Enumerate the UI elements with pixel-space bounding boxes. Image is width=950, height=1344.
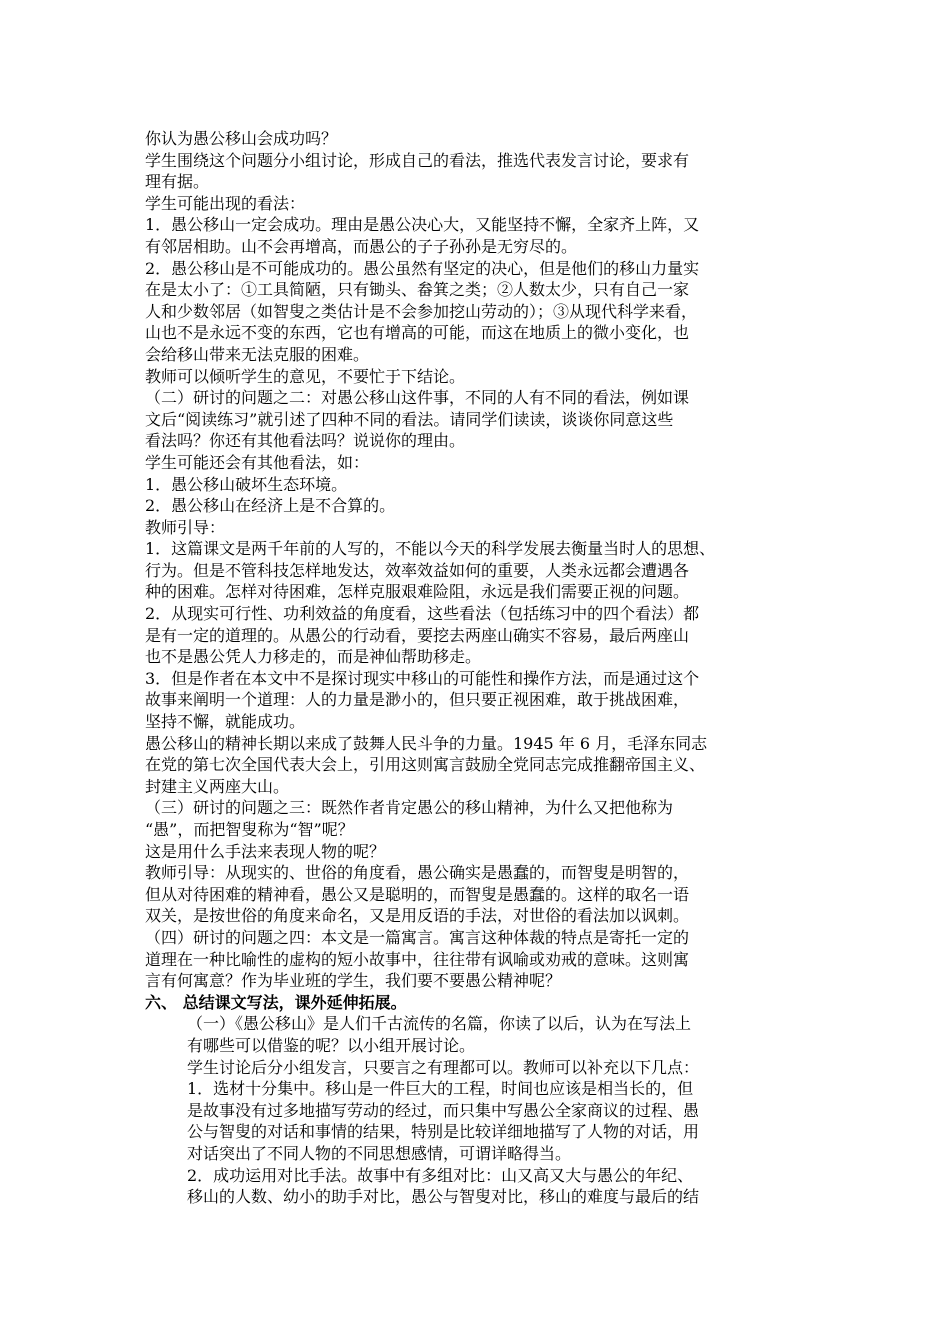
text-line: 在党的第七次全国代表大会上，引用这则寓言鼓励全党同志完成推翻帝国主义、: [145, 755, 706, 775]
text-line: 故事来阐明一个道理：人的力量是渺小的，但只要正视困难，敢于挑战困难，: [145, 690, 690, 710]
text-line: 愚公移山的精神长期以来成了鼓舞人民斗争的力量。1945 年 6 月，毛泽东同志: [145, 733, 708, 753]
text-line: 移山的人数、幼小的助手对比，愚公与智叟对比，移山的难度与最后的结: [187, 1187, 700, 1207]
text-line: 言有何寓意？作为毕业班的学生，我们要不要愚公精神呢？: [145, 971, 562, 991]
text-line: 坚持不懈，就能成功。: [145, 712, 306, 732]
text-line: 1．愚公移山一定会成功。理由是愚公决心大，又能坚持不懈，全家齐上阵，又: [145, 215, 700, 235]
text-line: 是故事没有过多地描写劳动的经过，而只集中写愚公全家商议的过程、愚: [187, 1100, 700, 1120]
text-line: 1．这篇课文是两千年前的人写的，不能以今天的科学发展去衡量当时人的思想、: [145, 539, 716, 559]
text-line: 2．愚公移山是不可能成功的。愚公虽然有坚定的决心，但是他们的移山力量实: [145, 258, 700, 278]
text-line: 是有一定的道理的。从愚公的行动看，要挖去两座山确实不容易，最后两座山: [145, 625, 690, 645]
text-line: 对话突出了不同人物的不同思想感情，可谓详略得当。: [187, 1143, 572, 1163]
text-line: 3．但是作者在本文中不是探讨现实中移山的可能性和操作方法，而是通过这个: [145, 668, 700, 688]
text-line: （二）研讨的问题之二：对愚公移山这件事，不同的人有不同的看法，例如课: [145, 388, 690, 408]
text-line: 有哪些可以借鉴的呢？以小组开展讨论。: [187, 1035, 476, 1055]
text-line: 2．愚公移山在经济上是不合算的。: [145, 496, 396, 516]
section-heading: 六、 总结课文写法，课外延伸拓展。: [145, 992, 407, 1012]
text-line: （三）研讨的问题之三：既然作者肯定愚公的移山精神，为什么又把他称为: [145, 798, 674, 818]
text-line: 行为。但是不管科技怎样地发达，效率效益如何的重要，人类永远都会遭遇各: [145, 560, 690, 580]
text-line: 道理在一种比喻性的虚构的短小故事中，往往带有讽喻或劝戒的意味。这则寓: [145, 949, 690, 969]
text-line: “愚”，而把智叟称为“智”呢？: [145, 820, 354, 839]
text-line: 会给移山带来无法克服的困难。: [145, 344, 370, 364]
text-line: 看法吗？你还有其他看法吗？说说你的理由。: [145, 431, 466, 451]
text-line: （四）研讨的问题之四：本文是一篇寓言。寓言这种体裁的特点是寄托一定的: [145, 927, 690, 947]
text-line: 但从对待困难的精神看，愚公又是聪明的，而智叟是愚蠢的。这样的取名一语: [145, 884, 690, 904]
text-line: 学生讨论后分小组发言，只要言之有理都可以。教师可以补充以下几点：: [187, 1057, 700, 1077]
text-line: 在是太小了：①工具简陋，只有锄头、畚箕之类；②人数太少，只有自己一家: [145, 280, 690, 300]
text-line: （一）《愚公移山》是人们千古流传的名篇，你读了以后，认为在写法上: [187, 1014, 692, 1034]
text-line: 教师引导：: [145, 517, 226, 537]
text-line: 理有据。: [145, 172, 210, 192]
text-line: 学生可能还会有其他看法，如：: [145, 452, 370, 472]
text-line: 这是用什么手法来表现人物的呢？: [145, 841, 386, 861]
text-line: 山也不是永远不变的东西，它也有增高的可能，而这在地质上的微小变化，也: [145, 323, 690, 343]
text-line: 封建主义两座大山。: [145, 776, 290, 796]
text-line: 人和少数邻居（如智叟之类估计是不会参加挖山劳动的）；③从现代科学来看，: [145, 301, 698, 321]
text-line: 教师可以倾听学生的意见，不要忙于下结论。: [145, 366, 466, 386]
text-line: 文后“阅读练习”就引述了四种不同的看法。请同学们读读，谈谈你同意这些: [145, 409, 674, 429]
text-line: 学生可能出现的看法：: [145, 193, 306, 213]
text-line: 1．选材十分集中。移山是一件巨大的工程，时间也应该是相当长的，但: [187, 1079, 694, 1099]
text-line: 1．愚公移山破坏生态环境。: [145, 474, 348, 494]
text-line: 也不是愚公凭人力移走的，而是神仙帮助移走。: [145, 647, 482, 667]
text-line: 公与智叟的对话和事情的结果，特别是比较详细地描写了人物的对话，用: [187, 1122, 700, 1142]
text-line: 教师引导：从现实的、世俗的角度看，愚公确实是愚蠢的，而智叟是明智的，: [145, 863, 690, 883]
text-line: 种的困难。怎样对待困难，怎样克服艰难险阻，永远是我们需要正视的问题。: [145, 582, 690, 602]
text-line: 学生围绕这个问题分小组讨论，形成自己的看法，推选代表发言讨论，要求有: [145, 150, 690, 170]
text-line: 2．从现实可行性、功利效益的角度看，这些看法（包括练习中的四个看法）都: [145, 604, 700, 624]
text-line: 有邻居相助。山不会再增高，而愚公的子子孙孙是无穷尽的。: [145, 236, 578, 256]
text-line: 你认为愚公移山会成功吗？: [145, 129, 338, 148]
text-line: 双关，是按世俗的角度来命名，又是用反语的手法，对世俗的看法加以讽刺。: [145, 906, 690, 926]
document-page: [145, 128, 815, 1208]
text-line: 2．成功运用对比手法。故事中有多组对比：山又高又大与愚公的年纪、: [187, 1165, 694, 1185]
